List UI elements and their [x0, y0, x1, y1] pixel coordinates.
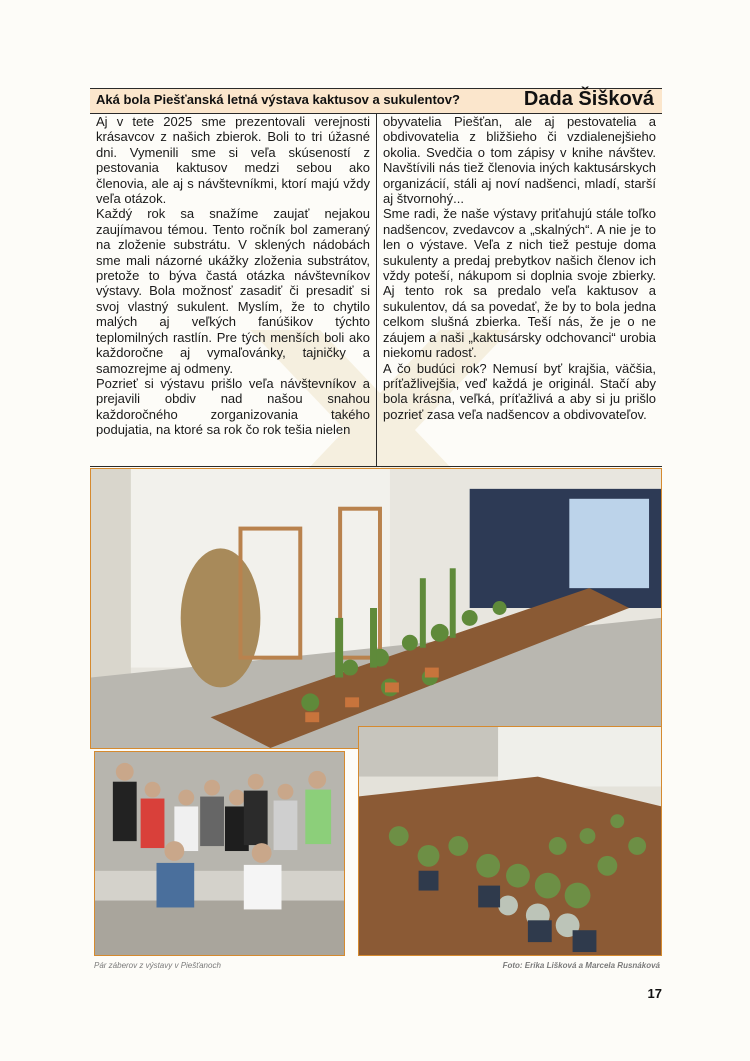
article-title: Aká bola Piešťanská letná výstava kaktusov a sukulentov? — [96, 92, 460, 107]
paragraph: Každý rok sa snažíme zaujať nejakou zaujímavou témou. Tento ročník bol zameraný na zloženie substrátu. V sklených nádobách sme mali názorné ukážky zloženia substrátov, pretože to býva častá otázka návštevníkov výstavy. Bola možnosť zasadiť či presadiť si svoj vlastný sukulent. Myslím, že to chytilo malých aj veľkých fanúšikov týchto teplomilných rastlín. Pre tých menších boli ako každoročne aj vymaľovánky, tajničky a samozrejme aj odmeny. — [96, 206, 370, 376]
paragraph: A čo budúci rok? Nemusí byť krajšia, väčšia, príťažlivejšia, veď každá je originál. Stačí aby bola krásna, veľká, príťažlivá a aby si ju prišlo pozrieť zasa veľa nadšencov a obdivovateľov. — [383, 360, 656, 422]
left-column — [90, 114, 377, 466]
photo-credit: Foto: Erika Lišková a Marcela Rusnáková — [502, 961, 660, 970]
paragraph: obyvatelia Piešťan, ale aj pestovatelia a obdivovatelia z bližšieho či vzdialenejšieho okolia. Svedčia o tom zápisy v knihe návštev. Navštívili nás tiež členovia iných kaktusárskych organizácií, stáli aj noví nadšenci, mladí, starší aj štvornohý... — [383, 114, 656, 207]
paragraph: Sme radi, že naše výstavy priťahujú stále toľko nadšencov, zvedavcov a „skalných“. A nie je to len o výstave. Veľa z nich tiež pestuje doma sukulenty a predaj prebytkov našich členov ich vždy poteší, nákupom si doplnia svoje zbierky. Aj tento rok sa predalo veľa kaktusov a sukulentov, dá sa povedať, že by to bola jedna celkom slušná zbierka. Teší nás, že je o ne záujem a naši „kaktusársky odchovanci“ urobia niekomu radosť. — [383, 206, 656, 361]
right-column — [377, 114, 662, 466]
photo-caption: Pár záberov z výstavy v Piešťanoch — [94, 961, 221, 970]
page-number: 17 — [647, 986, 662, 1001]
group-photo — [94, 751, 345, 956]
paragraph: Aj v tete 2025 sme prezentovali verejnosti krásavcov z našich zbierok. Boli to tri úžasné dni. Vymenili sme si veľa skúseností z pestovania kaktusov medzi sebou ako členovia, ale aj s návštevníkmi, ktorí majú vždy veľa otázok. — [96, 114, 370, 207]
article-header — [90, 88, 662, 114]
article-body — [90, 114, 662, 467]
cactus-tables-photo — [358, 726, 662, 956]
photo-collage — [90, 468, 662, 956]
article-author: Dada Šišková — [523, 88, 654, 110]
paragraph: Pozrieť si výstavu prišlo veľa návštevníkov a prejavili obdiv nad našou snahou každoročného zorganizovania takého podujatia, na ktoré sa rok čo rok tešia nielen — [96, 375, 370, 438]
exhibition-hall-photo — [90, 468, 662, 749]
